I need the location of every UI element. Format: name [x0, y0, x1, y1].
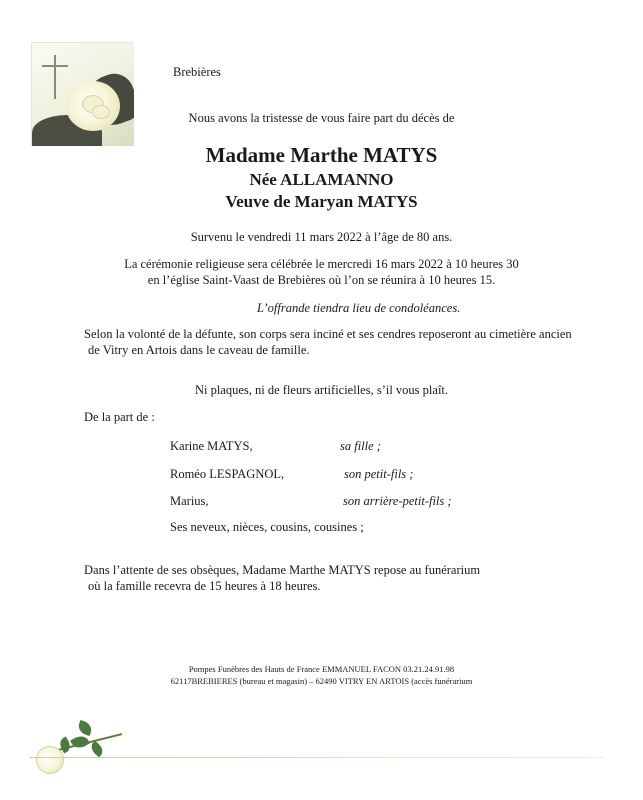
wishes-line-1: Selon la volonté de la défunte, son corps sera inciné et ses cendres reposeront au cimetière ancien [84, 327, 572, 341]
rest-line-2: où la famille recevra de 15 heures à 18 heures. [88, 579, 321, 593]
no-flowers-note: Ni plaques, ni de fleurs artificielles, s’il vous plaît. [194, 383, 449, 397]
others-line: Ses neveux, nièces, cousins, cousines ; [170, 520, 364, 534]
ceremony-line-2: en l’église Saint-Vaast de Brebières où l’on se réunira à 10 heures 15. [147, 273, 496, 287]
death-notice: Survenu le vendredi 11 mars 2022 à l’âge de 80 ans. [190, 230, 453, 244]
footer-line-1: Pompes Funèbres des Hauts de France EMMANUEL FACON 03.21.24.91.98 [188, 664, 455, 674]
cross-and-rose-icon [31, 42, 134, 146]
family-name-1: Karine MATYS, [170, 439, 253, 453]
family-name-2: Roméo LESPAGNOL, [170, 467, 285, 481]
family-relation-2: son petit-fils ; [344, 467, 414, 481]
city: Brebières [173, 65, 221, 79]
footer-line-2: 62117BREBIERES (bureau et magasin) – 62490 VITRY EN ARTOIS (accès funérarium [170, 676, 473, 686]
family-relation-3: son arrière-petit-fils ; [343, 494, 452, 508]
from-label: De la part de : [84, 410, 155, 424]
rest-line-1: Dans l’attente de ses obsèques, Madame Marthe MATYS repose au funérarium [84, 563, 481, 577]
wishes-line-2: de Vitry en Artois dans le caveau de famille. [88, 343, 310, 357]
ceremony-line-1: La cérémonie religieuse sera célébrée le mercredi 16 mars 2022 à 10 heures 30 [124, 257, 519, 271]
intro-text: Nous avons la tristesse de vous faire part du décès de [188, 111, 455, 125]
widow-line: Veuve de Maryan MATYS [225, 192, 418, 211]
deceased-name: Madame Marthe MATYS [205, 143, 438, 167]
born-name: Née ALLAMANNO [249, 170, 394, 189]
white-rose-icon [30, 712, 130, 782]
family-name-3: Marius, [170, 494, 209, 508]
family-relation-1: sa fille ; [340, 439, 381, 453]
footer-rule [30, 757, 605, 758]
offering-note: L’offrande tiendra lieu de condoléances. [257, 301, 461, 315]
